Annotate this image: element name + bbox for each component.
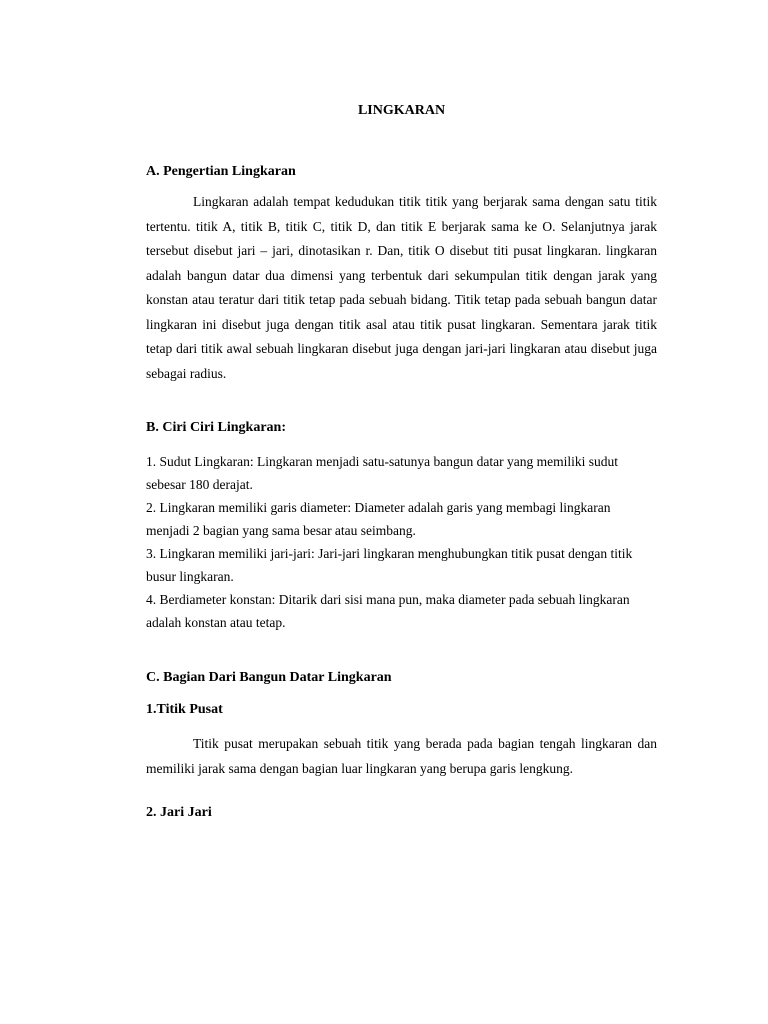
section-b-heading: B. Ciri Ciri Lingkaran:	[146, 420, 287, 435]
list-item: 1. Sudut Lingkaran: Lingkaran menjadi satu-satunya bangun datar yang memiliki sudut sebesar 180 derajat.	[146, 454, 619, 492]
section-ciri	[146, 418, 657, 634]
subsection-titik-pusat-heading: 1.Titik Pusat	[146, 702, 223, 717]
list-item: 2. Lingkaran memiliki garis diameter: Diameter adalah garis yang membagi lingkaran menjadi 2 bagian yang sama besar atau seimbang.	[146, 500, 611, 538]
document-content	[146, 100, 657, 823]
section-c-heading: C. Bagian Dari Bangun Datar Lingkaran	[146, 670, 392, 685]
section-a-heading: A. Pengertian Lingkaran	[146, 164, 296, 179]
section-a-paragraph: Lingkaran adalah tempat kedudukan titik titik yang berjarak sama dengan satu titik tertentu. titik A, titik B, titik C, titik D, dan titik E berjarak sama ke O. Selanjutnya jarak tersebut disebut jari – jari, dinotasikan r. Dan, titik O disebut titi pusat lingkaran. lingkaran adalah bangun datar dua dimensi yang terbentuk dari sekumpulan titik dengan jarak yang konstan atau teratur dari titik tetap pada sebuah bidang. Titik tetap pada sebuah bangun datar lingkaran ini disebut juga dengan titik asal atau titik pusat lingkaran. Sementara jarak titik tetap dari titik awal sebuah lingkaran disebut juga dengan jari-jari lingkaran atau disebut juga sebagai radius.	[146, 194, 657, 381]
document-title: LINGKARAN	[357, 103, 446, 118]
ciri-list	[146, 450, 657, 634]
section-pengertian	[146, 162, 657, 386]
list-item: 4. Berdiameter konstan: Ditarik dari sisi mana pun, maka diameter pada sebuah lingkaran adalah konstan atau tetap.	[146, 592, 630, 630]
list-item: 3. Lingkaran memiliki jari-jari: Jari-jari lingkaran menghubungkan titik pusat dengan titik busur lingkaran.	[146, 546, 633, 584]
subsection-jari-jari-heading: 2. Jari Jari	[146, 805, 212, 820]
subsection-titik-pusat-paragraph: Titik pusat merupakan sebuah titik yang berada pada bagian tengah lingkaran dan memiliki jarak sama dengan bagian luar lingkaran yang berupa garis lengkung.	[146, 736, 657, 776]
section-bagian	[146, 668, 657, 823]
